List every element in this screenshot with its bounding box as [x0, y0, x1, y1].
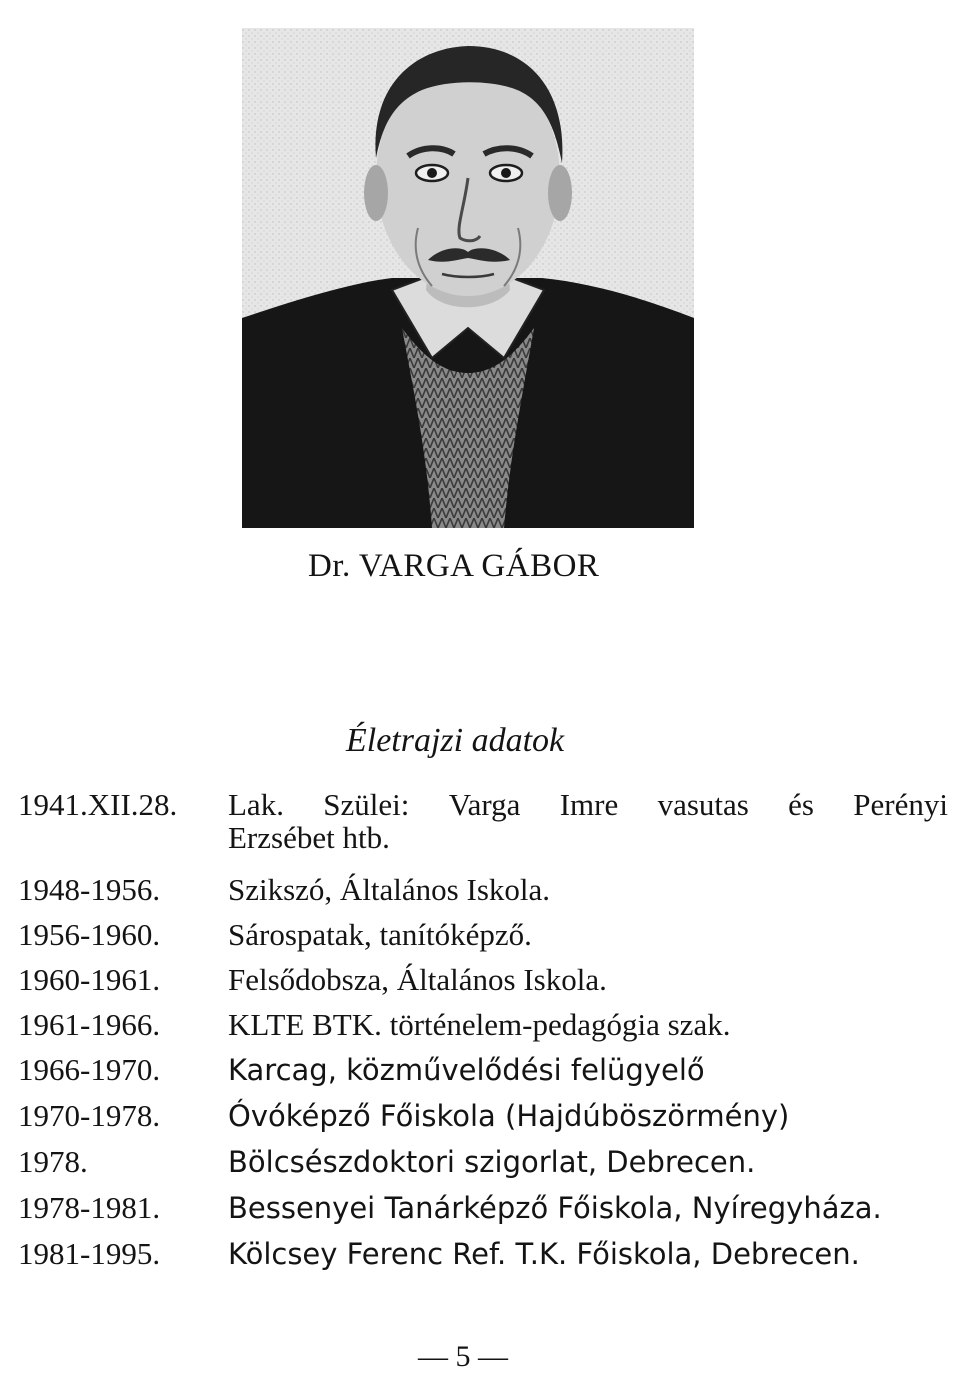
bio-date: 1960-1961. [18, 962, 161, 997]
bio-date: 1956-1960. [18, 917, 161, 952]
bio-entry [18, 1185, 948, 1231]
bio-entry [18, 912, 948, 957]
bio-date: 1978-1981. [18, 1190, 161, 1225]
bio-entry [18, 1002, 948, 1047]
bio-description: Bessenyei Tanárképző Főiskola, Nyíregyháza. [228, 1191, 882, 1225]
bio-description: Szikszó, Általános Iskola. [228, 872, 551, 907]
person-name: Dr. VARGA GÁBOR [308, 548, 600, 584]
section-heading: Életrajzi adatok [346, 722, 565, 759]
bio-entry [18, 1047, 948, 1093]
bio-date: 1961-1966. [18, 1007, 161, 1042]
bio-word: Szülei: [323, 787, 410, 822]
bio-entry [18, 1139, 948, 1185]
bio-word: Lak. [228, 787, 284, 822]
bio-date: 1966-1970. [18, 1052, 161, 1087]
bio-description: Bölcsészdoktori szigorlat, Debrecen. [228, 1145, 756, 1179]
bio-description: Óvóképző Főiskola (Hajdúböszörmény) [228, 1099, 790, 1133]
bio-entry [18, 867, 948, 912]
bio-word: Imre [559, 787, 619, 822]
portrait-illustration [242, 28, 694, 528]
bio-entry [18, 957, 948, 1002]
bio-date: 1981-1995. [18, 1236, 161, 1271]
bio-word: Perényi [853, 787, 948, 822]
bio-description: Karcag, közművelődési felügyelő [228, 1053, 705, 1087]
bio-description: Felsődobsza, Általános Iskola. [228, 962, 607, 997]
bio-description: Kölcsey Ferenc Ref. T.K. Főiskola, Debrecen. [228, 1237, 860, 1271]
bio-date: 1948-1956. [18, 872, 161, 907]
bio-description: KLTE BTK. történelem-pedagógia szak. [228, 1007, 731, 1042]
bio-entry [18, 1093, 948, 1139]
page-number: — 5 — [418, 1340, 508, 1373]
portrait-photo [242, 28, 694, 528]
bio-entry [18, 782, 948, 827]
bio-date: 1978. [18, 1144, 88, 1179]
bio-continuation: Erzsébet htb. [228, 820, 390, 855]
biography-list [18, 782, 948, 1277]
bio-word: és [788, 787, 814, 822]
bio-date: 1970-1978. [18, 1098, 161, 1133]
bio-description: Sárospatak, tanítóképző. [228, 917, 532, 952]
bio-entry [18, 1231, 948, 1277]
bio-word: vasutas [657, 787, 749, 822]
bio-date: 1941.XII.28. [18, 787, 178, 822]
bio-word: Varga [448, 787, 521, 822]
